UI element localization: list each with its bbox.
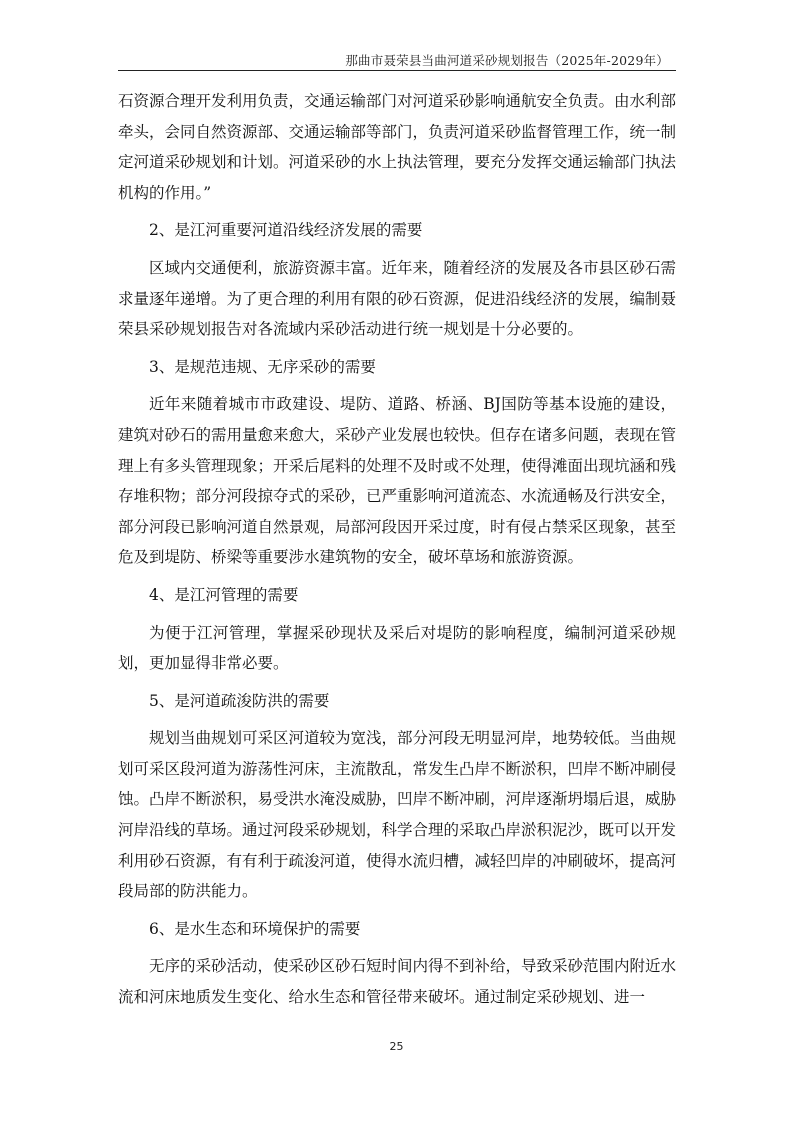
section-heading-4: 4、是江河管理的需要 <box>149 585 299 604</box>
section-heading-3: 3、是规范违规、无序采砂的需要 <box>149 357 376 376</box>
paragraph-continued: 石资源合理开发利用负责，交通运输部门对河道采砂影响通航安全负责。由水利部牵头，会同自然资源部、交通运输部等部门，负责河道采砂监督管理工作，统一制定河道采砂规划和计划。河道采砂的水上执法管理，要充分发挥交通运输部门执法机构的作用。” <box>118 92 677 202</box>
paragraph: 为便于江河管理，掌握采砂现状及采后对堤防的影响程度，编制河道采砂规划，更加显得非常必要。 <box>118 623 676 673</box>
paragraph: 近年来随着城市市政建设、堤防、道路、桥涵、BJ国防等基本设施的建设，建筑对砂石的需用量愈来愈大，采砂产业发展也较快。但存在诸多问题，表现在管理上有多头管理现象；开采后尾料的处理不及时或不处理，使得滩面出现坑涵和残存堆积物；部分河段掠夺式的采砂，已严重影响河道流态、水流通畅及行洪安全，部分河段已影响河道自然景观，局部河段因开采过度，时有侵占禁采区现象，甚至危及到堤防、桥梁等重要涉水建筑物的安全，破坏草场和旅游资源。 <box>118 395 677 567</box>
page-number: 25 <box>389 1040 404 1053</box>
paragraph: 区域内交通便利，旅游资源丰富。近年来，随着经济的发展及各市县区砂石需求量逐年递增。为了更合理的利用有限的砂石资源，促进沿线经济的发展，编制聂荣县采砂规划报告对各流域内采砂活动进行统一规划是十分必要的。 <box>118 258 677 339</box>
section-heading-6: 6、是水生态和环境保护的需要 <box>149 919 361 938</box>
header-divider <box>118 70 676 71</box>
body-content <box>118 86 676 1013</box>
section-heading-2: 2、是江河重要河道沿线经济发展的需要 <box>149 221 423 240</box>
paragraph: 无序的采砂活动，使采砂区砂石短时间内得不到补给，导致采砂范围内附近水流和河床地质发生变化、给水生态和管径带来破坏。通过制定采砂规划、进一 <box>118 957 677 1007</box>
section-heading-5: 5、是河道疏浚防洪的需要 <box>149 691 330 710</box>
paragraph: 规划当曲规划可采区河道较为宽浅，部分河段无明显河岸，地势较低。当曲规划可采区段河道为游荡性河床，主流散乱，常发生凸岸不断淤积，凹岸不断冲刷侵蚀。凸岸不断淤积，易受洪水淹没威胁，凹岸不断冲刷，河岸逐渐坍塌后退，威胁河岸沿线的草场。通过河段采砂规划，科学合理的采取凸岸淤积泥沙，既可以开发利用砂石资源，有有利于疏浚河道，使得水流归槽，减轻凹岸的冲刷破坏，提高河段局部的防洪能力。 <box>118 729 677 901</box>
running-header: 那曲市聂荣县当曲河道采砂规划报告（2025年-2029年） <box>345 53 669 68</box>
